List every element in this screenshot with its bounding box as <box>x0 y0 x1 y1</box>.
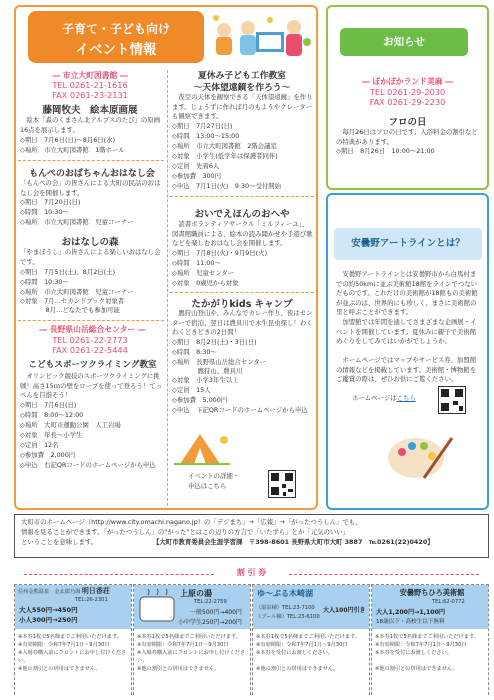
workshop-place: ◇場所 市立大町図書館 2階会議室 <box>172 142 277 150</box>
library-header: ― 市立大町図書館 ― <box>52 71 128 80</box>
coupon-uehara <box>133 584 251 695</box>
column-divider <box>167 70 168 506</box>
coupon2-note2: ※有効期限：令和7年7月1日～9月30日 <box>137 642 229 648</box>
coupon2-note3: ※入場券購入前にフロントにお申し付けください。 <box>137 650 246 664</box>
furo-day-desc: 毎月26日はフロの日です。入浴料金の割引などの特典があります。 <box>336 128 478 146</box>
kids-camp-place2: 鷹狩山、農具川 <box>172 367 243 375</box>
banner-line1: 子育て・子ども向け <box>61 22 170 36</box>
climbing-desc: オリンピック競技のスポーツクライミングに挑戦！高さ15ｍの壁をロープを使って登ろう！てっぺんを目指そう！ <box>20 372 163 400</box>
art-line-p3: ホームページではマップやサービス券、加盟館の情報などを掲載しています。美術館・博物館をご鑑賞の際は、ぜひお供にご覧ください。 <box>336 356 477 384</box>
ohanashi-kai-date: ◇期日 7月20日(日) <box>20 198 81 206</box>
kids-camp-fee: ◇参加費 5,000円 <box>172 396 228 404</box>
ohanashi-mori-date: ◇期日 7月5日(土)、8月2日(土) <box>20 268 116 276</box>
mountain-center-fax: FAX 0261-22-5444 <box>52 345 128 355</box>
climbing-time: ◇時間 8:00～12:00 <box>20 411 84 419</box>
ohanashi-mori-place: ◇場所 市立大町図書館 児童コーナー <box>20 288 134 296</box>
ohanashi-kai-desc: 「もんぺの会」の皆さんによる大町の民話のおはなし会を開催します。 <box>20 179 161 197</box>
ohanashi-kai-time: ◇時間 10:30～ <box>20 208 69 216</box>
banner-line2: イベント情報 <box>75 42 157 58</box>
kids-camp-capacity: ◇定員 15人 <box>172 386 211 394</box>
coupon1-org: 信州金熊温泉 金太郎乃湯 明日香荘 <box>18 587 110 595</box>
climbing-capacity: ◇定員 12名 <box>20 441 59 449</box>
picture-book-desc: 読書ボランティアサークル「ミルフィーユ」、図書館職員による、絵本の読み聞かせや手遊び歌などを楽しむおはなし会を開催します。 <box>172 220 313 248</box>
workshop-date: ◇期日 7月27日(日) <box>172 122 233 130</box>
picture-book-time: ◇時間 11:00～ <box>172 259 221 267</box>
coupon2-price1: 一般500円→400円 <box>190 609 242 616</box>
tent-illustration <box>172 428 232 468</box>
furo-day-date: ◇期日 8月26日 10:00～21:00 <box>336 147 435 155</box>
coupon2-note1: ※本券1枚で5名様までご利用いただけます。 <box>137 634 241 640</box>
kids-camp-time: ◇時間 8:30～ <box>172 348 217 356</box>
exhibit-desc: 絵本「森のくまさん北アルプスのたび」の原画16点を展示します。 <box>20 116 161 134</box>
ohanashi-mori-time: ◇時間 10:30～ <box>20 278 69 286</box>
coupon4-price1: 大人1,200円→1,100円 <box>376 609 446 616</box>
exhibit-place: ◇場所 市立大町図書館 1階ホール <box>20 146 125 154</box>
workshop-subtitle: ～天体望遠鏡を作ろう～ <box>193 83 291 93</box>
coupon3-tel1: （温泉棟）TEL:23-7100 <box>256 605 315 611</box>
pokapoka-header: ― ぽかぽかランド美麻 ― <box>361 77 454 86</box>
pokapoka-fax: FAX 0261-29-2230 <box>369 97 446 107</box>
workshop-target: ◇対象 小学生(低学年は保護者同伴) <box>172 152 278 160</box>
coupon3-name: ゆ～ぷる木崎湖 <box>257 589 313 598</box>
coupon2-price2: 小中学生250円→200円 <box>178 619 242 626</box>
workshop-time: ◇時間 13:00～15:00 <box>172 132 240 140</box>
coupon-header <box>14 567 489 581</box>
ohanashi-mori-target: ◇対象 7月…セカンドブック対象者 <box>20 297 125 305</box>
divider <box>170 196 314 197</box>
coupon1-note2: ※有効期限：令和7年7月1日～9月30日 <box>18 642 110 648</box>
children-reading-illustration <box>210 12 312 64</box>
events-banner <box>28 11 204 63</box>
picture-book-place: ◇場所 児童センター <box>172 269 235 277</box>
workshop-desc: 夜空の天体を観察できる「天体望遠鏡」を作ります。じょうずに作れば月のもようやクレーターも観察できます。 <box>172 93 313 121</box>
coupon1-note4: ※他の割引との併用はできません。 <box>18 666 101 672</box>
picture-book-title: おいでえほんのおへや <box>194 209 290 220</box>
qr-code[interactable] <box>268 470 296 498</box>
workshop-title: 夏休み子ども工作教室 <box>198 71 286 81</box>
climbing-target: ◇対象 年長～小学生 <box>20 431 83 439</box>
climbing-apply: ◇申込 右記QRコードのホームページから申込 <box>20 461 156 469</box>
workshop-capacity: ◇定員 先着6人 <box>172 162 220 170</box>
kids-camp-title: たかがりkids キャンプ <box>191 299 293 310</box>
coupon-area <box>14 584 489 695</box>
coupon4-note3: ※本券を受付にお渡しください。 <box>375 650 452 656</box>
coupon3-note3: ※本券を受付にお渡しください。 <box>256 650 333 656</box>
kids-camp-apply: ◇申込 下記QRコードのホームページから申込 <box>172 406 308 414</box>
coupon-yupuru <box>252 584 370 695</box>
kids-camp-date: ◇期日 8月2日(土)・3日(日) <box>172 338 257 346</box>
mountain-center-tel: TEL 0261-22-2773 <box>52 335 128 345</box>
qr-caption-2: 申込はこちら <box>188 482 227 490</box>
coupon4-name: 安曇野ちひろ美術館 <box>399 588 465 597</box>
art-line-p1: 安曇野アートラインとは安曇野市から白馬村までの約50kmに並ぶ美術館18館をラインでつないだものです。これだけの美術館が18館もの美術館が並ぶのは、世界的にも珍しく、まさに美術館の里と呼ぶことができます。 <box>336 270 478 317</box>
divider <box>170 292 314 293</box>
palette-illustration <box>384 428 454 483</box>
ohanashi-kai-title: もんぺのおばちゃんおはなし会 <box>29 169 155 179</box>
coupon1-price2: 小人300円→250円 <box>19 616 78 624</box>
coupon2-name: 上原の湯 <box>180 589 212 598</box>
qr-caption-1: イベントの詳細・ <box>188 472 240 480</box>
notice-line1: 大町市のホームページ（http://www.city.omachi.nagano.jp）の「デジまち」→「広報」→「がったつうしん」でも、 <box>21 518 362 526</box>
coupon1-tel: TEL:26-2301 <box>75 597 108 603</box>
art-line-p2: 加盟館では年間を通してさまざまな企画展・イベントを開催しています。夏休みに親子で美術館めぐりをしてみてはいかがでしょうか。 <box>336 318 477 346</box>
coupon1-note3: ※入場券購入前にフロントにお申し付けください。 <box>18 650 127 664</box>
mountain-center-header: ― 長野県山岳総合センター ― <box>39 325 146 334</box>
coupon3-note4: ※他の割引との併用はできません。 <box>256 666 339 672</box>
art-qr-code[interactable] <box>438 386 466 414</box>
picture-book-target: ◇対象 0歳児から対象 <box>172 279 239 287</box>
climbing-date: ◇期日 7月6日(日) <box>20 401 77 409</box>
ohanashi-kai-place: ◇場所 市立大町図書館 児童コーナー <box>20 218 134 226</box>
furo-day-title: フロの日 <box>388 117 427 128</box>
news-heading: お知らせ <box>340 28 468 56</box>
coupon3-note1: ※本券1枚で5名様までご利用いただけます。 <box>256 634 360 640</box>
kids-camp-place: ◇場所 長野県山岳総合センター <box>172 358 267 366</box>
kids-camp-desc: 鷹狩山登山や、みんなでカレー作り、夜はセンターで宿泊、翌日は農具川で木生昆虫探し！わくわくどきどきの2日間！ <box>172 309 313 337</box>
divider <box>18 320 164 321</box>
coupon4-note2: ※有効期限：令和7年7月1日～9月30日 <box>375 642 467 648</box>
library-tel: TEL 0261-21-1616 <box>52 80 128 90</box>
notice-contact: 【大町市教育委員会生涯学習課 〒398-8601 長野県大町市大町 3887 ℡0261(22)0420】 <box>153 538 434 546</box>
uehara-logo-icon <box>138 589 176 625</box>
coupon3-note2: ※有効期限：令和7年7月1日～9月30日 <box>256 642 348 648</box>
picture-book-date: ◇期日 7月8日(火)・9月9日(火) <box>172 249 268 257</box>
workshop-fee: ◇参加費 300円 <box>172 172 222 180</box>
ohanashi-mori-title: おはなしの森 <box>61 237 119 248</box>
coupon4-note1: ※本券1枚で5名様までご利用いただけます。 <box>375 634 479 640</box>
coupon2-tel: TEL:22-2759 <box>194 599 227 605</box>
coupon1-name: 明日香荘 <box>81 587 110 595</box>
workshop-apply: ◇申込 7月1日(火) 9:30～受付開始 <box>172 182 282 190</box>
notice-line3: ということを意味します。 <box>21 538 98 546</box>
coupon4-tel: TEL:62-0772 <box>432 599 465 605</box>
coupon4-price2: 18歳以下・高校生以下無料 <box>376 619 445 625</box>
exhibit-period: ◇期日 7月6日(日)～8月6日(水) <box>20 136 116 144</box>
art-hp-text: ホームページは <box>352 394 397 402</box>
coupon-chihiro <box>371 584 489 695</box>
art-hp-link[interactable]: こちら <box>396 394 416 402</box>
art-hp-label <box>352 394 432 404</box>
coupon2-note4: ※他の割引との併用はできません。 <box>137 666 220 672</box>
coupon1-note1: ※本券1枚で5名様までご利用いただけます。 <box>18 634 122 640</box>
ohanashi-mori-target2: 8月…どなたでも参加可能 <box>20 306 120 314</box>
coupon1-price1: 大人550円→450円 <box>19 606 78 614</box>
climbing-fee: ◇参加費 2,000円 <box>20 451 76 459</box>
notice-line2: 情報を見ることができます。「がったつうしん」の"がった"とはこの辺りの方言で「いたずら」とか「元気のいい」 <box>21 528 350 536</box>
ohanashi-mori-desc: 「やまぼうし」の皆さんによる楽しいおはなし会です。 <box>20 248 161 266</box>
homepage-notice <box>14 514 489 558</box>
coupon-asukaso <box>14 584 132 695</box>
pokapoka-tel: TEL 0261-29-2030 <box>369 87 446 97</box>
coupon3-price1: 大人100円引き <box>323 607 366 614</box>
art-line-title: 安曇野アートラインとは？ <box>334 228 482 260</box>
coupon-title: 割 引 券 <box>236 568 267 577</box>
coupon4-note4: ※他の割引との併用はできません。 <box>375 666 458 672</box>
divider <box>18 160 164 161</box>
climbing-title: こどもスポーツクライミング教室 <box>28 360 157 370</box>
coupon3-tel2: （プール棟）TEL:23-6100 <box>256 614 320 620</box>
climbing-place: ◇場所 大町市運動公園 人工岩場 <box>20 421 121 429</box>
exhibit-title: 藤岡牧夫 絵本原画展 <box>42 105 138 116</box>
kids-camp-target: ◇対象 小学3年生以上 <box>172 376 239 384</box>
library-fax: FAX 0261-23-2131 <box>52 90 128 100</box>
